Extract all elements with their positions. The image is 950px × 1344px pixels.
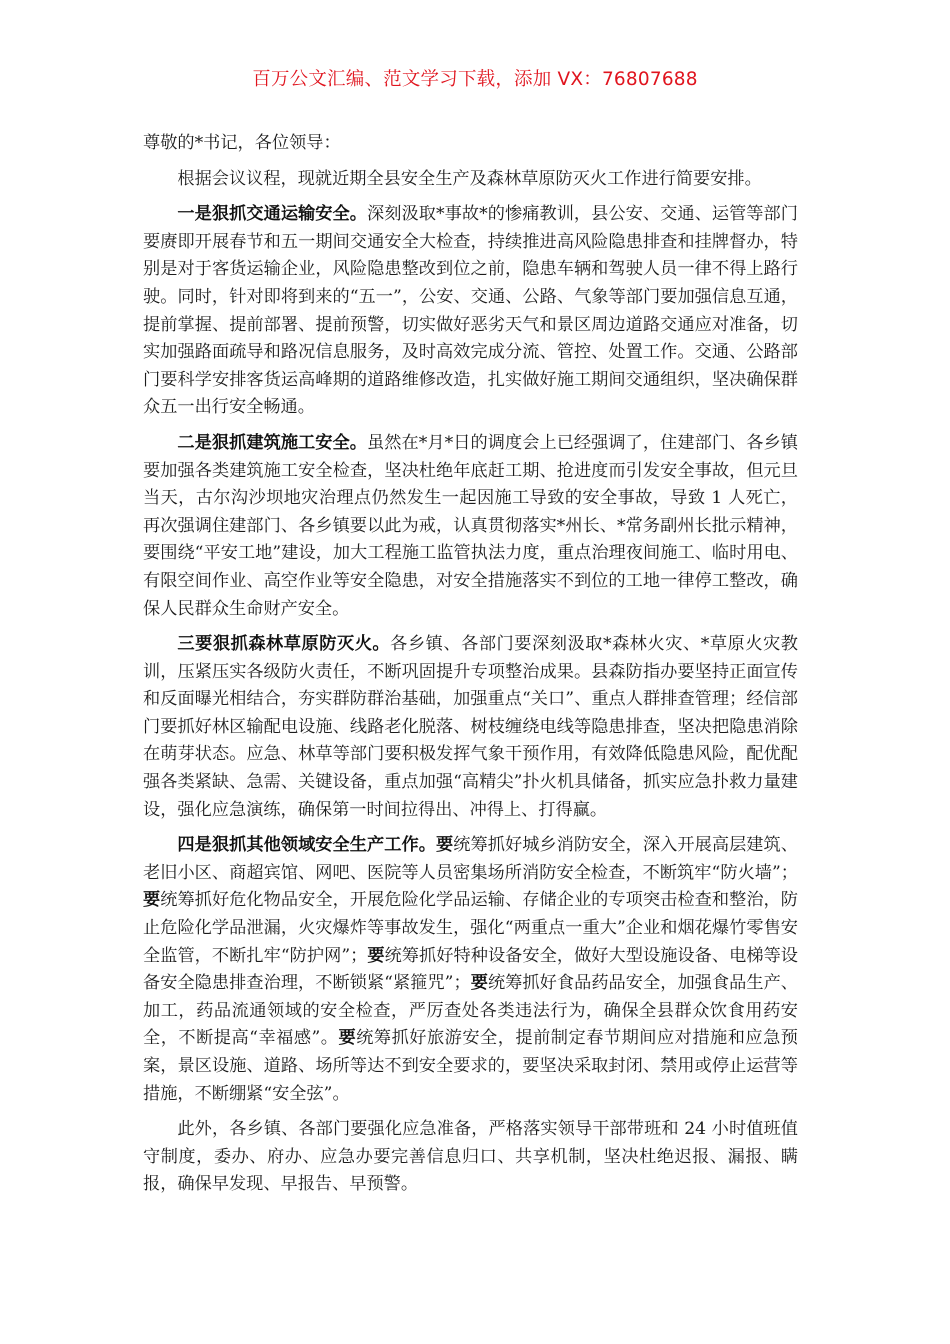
emphasis-word: 要 [367, 945, 385, 966]
section-text: 统筹抓好旅游安全，提前制定春节期间应对措施和应急预案，景区设施、道路、场所等达不到安全要求的，要坚决采取封闭、禁用或停止运营等措施，不断绷紧“安全弦”。 [143, 1028, 798, 1104]
section-heading: 一是狠抓交通运输安全。 [177, 204, 368, 225]
salutation: 尊敬的*书记，各位领导： [143, 133, 341, 153]
document-body [143, 130, 798, 1207]
promo-banner: 百万公文汇编、范文学习下载，添加 VX：76807688 [252, 69, 698, 90]
closing-paragraph: 此外，各乡镇、各部门要强化应急准备，严格落实领导干部带班和 24 小时值班值守制度，委办、府办、应急办要完善信息归口、共享机制，坚决杜绝迟报、漏报、瞒报，确保早发现、早报告、早预警。 [143, 1119, 798, 1195]
section-construction-safety [143, 430, 798, 623]
section-text: 统筹抓好食品药品安全，加强食品生产、加工，药品流通领域的安全检查，严厉查处各类违法行为，确保全县群众饮食用药安全，不断提高“幸福感”。 [143, 973, 798, 1049]
intro-paragraph: 根据会议议程，现就近期全县安全生产及森林草原防灭火工作进行简要安排。 [177, 168, 762, 189]
section-text: 各乡镇、各部门要深刻汲取*森林火灾、*草原火灾教训，压紧压实各级防火责任，不断巩固提升专项整治成果。县森防指办要坚持正面宣传和反面曝光相结合，夯实群防群治基础，加强重点“关口”、重点人群排查管理；经信部门要抓好林区输配电设施、线路老化脱落、树枝缠绕电线等隐患排查，坚决把隐患消除在萌芽状态。应急、林草等部门要积极发挥气象干预作用，有效降低隐患风险，配优配强各类紧缺、急需、关键设备，重点加强“高精尖”扑火机具储备，抓实应急扑救力量建设，强化应急演练，确保第一时间拉得出、冲得上、打得赢。 [143, 634, 798, 820]
section-heading: 四是狠抓其他领域安全生产工作。 [177, 835, 436, 856]
section-other-safety [143, 832, 798, 1108]
section-heading: 三要狠抓森林草原防灭火。 [177, 634, 391, 655]
emphasis-word: 要 [435, 835, 454, 856]
section-text: 虽然在*月*日的调度会上已经强调了，住建部门、各乡镇要加强各类建筑施工安全检查，坚决杜绝年底赶工期、抢进度而引发安全事故，但元旦当天，古尔沟沙坝地灾治理点仍然发生一起因施工导致的安全事故，导致 1 人死亡，再次强调住建部门、各乡镇要以此为戒，认真贯彻落实*州长、*常务副州长批示精神，要围绕“平安工地”建设，加大工程施工监管执法力度，重点治理夜间施工、临时用电、有限空间作业、高空作业等安全隐患，对安全措施落实不到位的工地一律停工整改，确保人民群众生命财产安全。 [143, 432, 798, 619]
section-fire-prevention [143, 631, 798, 824]
emphasis-word: 要 [143, 890, 161, 911]
emphasis-word: 要 [338, 1028, 357, 1049]
section-text: 统筹抓好危化物品安全，开展危险化学品运输、存储企业的专项突击检查和整治，防止危险化学品泄漏，火灾爆炸等事故发生，强化“两重点一重大”企业和烟花爆竹零售安全监管，不断扎牢“防护网”； [143, 890, 798, 966]
emphasis-word: 要 [470, 973, 488, 994]
section-traffic-safety [143, 201, 798, 422]
section-text: 统筹抓好特种设备安全，做好大型设施设备、电梯等设备安全隐患排查治理，不断锁紧“紧箍咒”； [143, 945, 798, 994]
section-text: 深刻汲取*事故*的惨痛教训，县公安、交通、运管等部门要赓即开展春节和五一期间交通安全大检查，持续推进高风险隐患排查和挂牌督办，特别是对于客货运输企业，风险隐患整改到位之前，隐患车辆和驾驶人员一律不得上路行驶。同时，针对即将到来的“五一”，公安、交通、公路、气象等部门要加强信息互通，提前掌握、提前部署、提前预警，切实做好恶劣天气和景区周边道路交通应对准备，切实加强路面疏导和路况信息服务，及时高效完成分流、管控、处置工作。交通、公路部门要科学安排客货运高峰期的道路维修改造，扎实做好施工期间交通组织，坚决确保群众五一出行安全畅通。 [143, 204, 798, 418]
section-heading: 二是狠抓建筑施工安全。 [177, 432, 368, 453]
section-text: 统筹抓好城乡消防安全，深入开展高层建筑、老旧小区、商超宾馆、网吧、医院等人员密集场所消防安全检查，不断筑牢“防火墙”； [143, 835, 798, 883]
